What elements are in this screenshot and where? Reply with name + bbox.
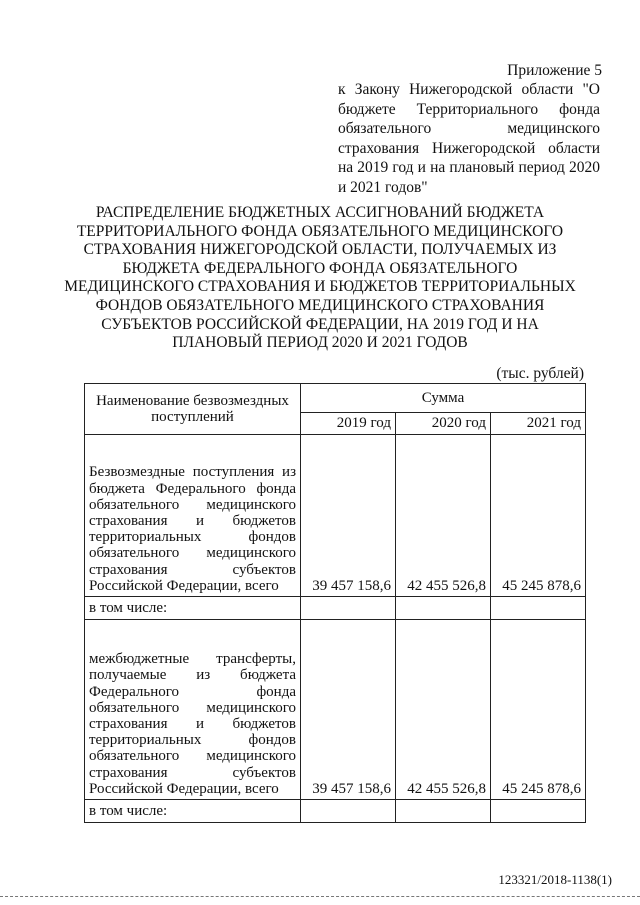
row-name-text: Безвозмездные поступления из бюджета Федерального фонда обязательного медицинского страхования и бюджетов территориальных фондов обязательного медицинского страхования субъектов	[89, 464, 296, 578]
row-name-last: Российской Федерации, всего	[89, 780, 279, 797]
row-value-2021: 45 245 878,6	[491, 435, 586, 597]
row-value-2021: 45 245 878,6	[491, 620, 586, 800]
table-row	[85, 620, 586, 800]
header-name-cell: Наименование безвозмездных поступлений	[85, 384, 301, 435]
row-label-cell: в том числе:	[85, 597, 301, 620]
table-header-row	[85, 384, 586, 413]
empty-cell	[491, 800, 586, 823]
row-name-last: Российской Федерации, всего	[89, 577, 279, 594]
header-year-2021: 2021 год	[491, 413, 586, 435]
row-label-cell: в том числе:	[85, 800, 301, 823]
empty-cell	[396, 597, 491, 620]
units-label: (тыс. рублей)	[496, 365, 584, 382]
table-row	[85, 597, 586, 620]
header-sum-cell: Сумма	[301, 384, 586, 413]
appendix-title: Приложение 5	[507, 62, 602, 79]
document-heading: РАСПРЕДЕЛЕНИЕ БЮДЖЕТНЫХ АССИГНОВАНИЙ БЮДЖЕТА ТЕРРИТОРИАЛЬНОГО ФОНДА ОБЯЗАТЕЛЬНОГО МЕДИЦИНСКОГО СТРАХОВАНИЯ НИЖЕГОРОДСКОЙ ОБЛАСТИ, ПОЛУЧАЕМЫХ ИЗ БЮДЖЕТА ФЕДЕРАЛЬНОГО ФОНДА ОБЯЗАТЕЛЬНОГО МЕДИЦИНСКОГО СТРАХОВАНИЯ И БЮДЖЕТОВ ТЕРРИТОРИАЛЬНЫХ ФОНДОВ ОБЯЗАТЕЛЬНОГО МЕДИЦИНСКОГО СТРАХОВАНИЯ СУБЪЕКТОВ РОССИЙСКОЙ ФЕДЕРАЦИИ, НА 2019 ГОД И НА ПЛАНОВЫЙ ПЕРИОД 2020 И 2021 ГОДОВ	[64, 204, 576, 352]
row-value-2020: 42 455 526,8	[396, 435, 491, 597]
row-name-text: межбюджетные трансферты, получаемые из бюджета Федерального фонда обязательного медицинского страхования и бюджетов территориальных фондов обязательного медицинского страхования субъектов	[89, 651, 296, 781]
empty-cell	[491, 597, 586, 620]
budget-table	[84, 383, 586, 823]
empty-cell	[301, 597, 396, 620]
header-year-2019: 2019 год	[301, 413, 396, 435]
scan-edge-divider	[0, 896, 640, 897]
row-value-2019: 39 457 158,6	[301, 620, 396, 800]
empty-cell	[301, 800, 396, 823]
table-row	[85, 435, 586, 597]
row-value-2019: 39 457 158,6	[301, 435, 396, 597]
table-row	[85, 800, 586, 823]
appendix-text: к Закону Нижегородской области "О бюджете Территориального фонда обязательного медицинского страхования Нижегородской области на 2019 год и на плановый период 2020 и 2021 годов"	[338, 81, 600, 196]
row-name-cell	[85, 435, 301, 597]
header-year-2020: 2020 год	[396, 413, 491, 435]
empty-cell	[396, 800, 491, 823]
row-name-cell	[85, 620, 301, 800]
row-value-2020: 42 455 526,8	[396, 620, 491, 800]
document-code: 123321/2018-1138(1)	[498, 872, 612, 887]
